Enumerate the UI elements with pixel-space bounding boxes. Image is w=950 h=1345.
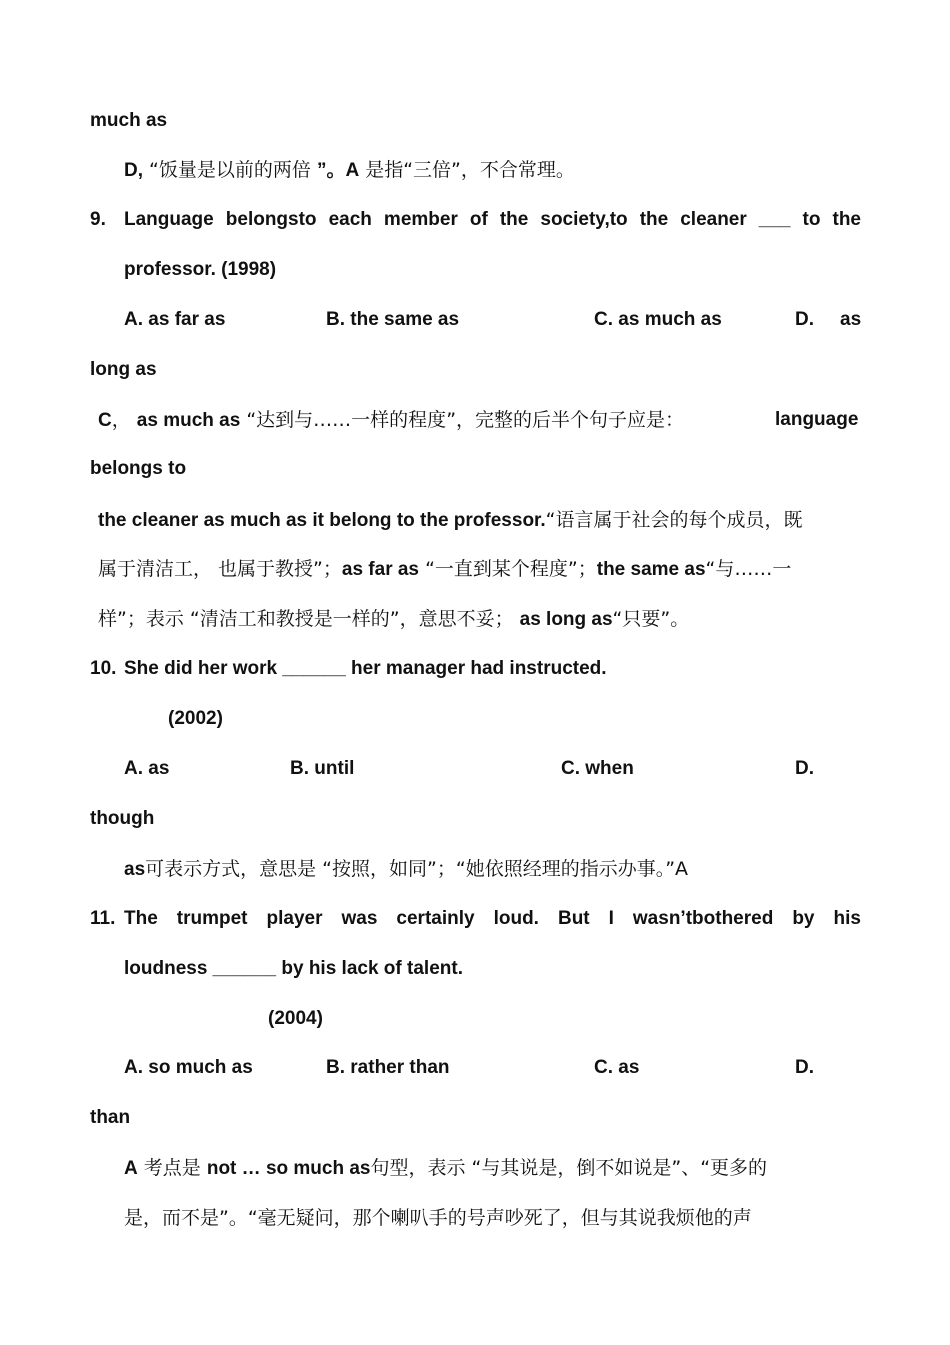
- question-stem: [124, 907, 861, 931]
- option-c: C. when: [561, 758, 634, 779]
- stem-word: his: [833, 908, 861, 929]
- question-stem: [124, 208, 861, 232]
- explanation-text: 句型，表示 “与其说是，倒不如说是”、“更多的: [370, 1157, 768, 1179]
- explanation-text: “与……一: [705, 558, 792, 580]
- explanation-text: as long as: [519, 609, 613, 630]
- stem-word: was: [341, 908, 378, 929]
- question-stem-continuation: loudness ______ by his lack of talent.: [124, 958, 463, 979]
- explanation-text: “语言属于社会的每个成员，既: [545, 509, 803, 531]
- stem-word: trumpet: [176, 908, 248, 929]
- option-b: B. rather than: [326, 1057, 450, 1078]
- stem-word: The: [124, 908, 158, 929]
- stem-word: ___: [758, 209, 791, 230]
- stem-word: player: [266, 908, 323, 929]
- explanation-text: 是，而不是”。“毫无疑问，那个喇叭手的号声吵死了，但与其说我烦他的声: [124, 1207, 752, 1229]
- explanation-text: as far as: [341, 559, 420, 580]
- stem-word: society,to: [540, 209, 628, 230]
- answer-letter: A: [124, 1158, 138, 1179]
- stem-word: the: [499, 209, 529, 230]
- stem-word: Language: [124, 209, 214, 230]
- answer-letter: C: [98, 410, 112, 431]
- question-number: 11.: [90, 908, 116, 929]
- question-number: 9.: [90, 209, 106, 230]
- option-d-text: as: [840, 309, 862, 330]
- explanation-text: “达到与……一样的程度”，完整的后半个句子应是：: [246, 409, 685, 431]
- q8-option-d-continuation: much as: [90, 110, 168, 131]
- stem-word: by: [792, 908, 815, 929]
- stem-word: cleaner: [680, 209, 747, 230]
- explanation-line: [98, 508, 803, 533]
- stem-word: wasn’tbothered: [632, 908, 774, 929]
- explanation-text: as: [124, 859, 146, 880]
- option-d-label: D.: [795, 758, 814, 779]
- explanation-line: [124, 1206, 752, 1230]
- question-year: (2002): [168, 708, 223, 729]
- explanation-text: language: [775, 409, 859, 430]
- stem-word: But: [557, 908, 590, 929]
- explanation-line: [98, 557, 791, 582]
- option-b: B. until: [290, 758, 355, 779]
- explanation-text: as much as: [136, 410, 241, 431]
- option-d-label: D.: [795, 309, 814, 330]
- stem-word: I: [608, 908, 614, 929]
- option-d-continuation: though: [90, 808, 155, 829]
- explanation-text: not … so much as: [206, 1158, 371, 1179]
- question-year: (2004): [268, 1008, 323, 1029]
- explanation-text: 考点是: [143, 1157, 201, 1179]
- option-a: A. so much as: [124, 1057, 253, 1078]
- explanation-line: belongs to: [90, 458, 187, 479]
- question-stem: She did her work ______ her manager had instructed.: [124, 658, 607, 679]
- stem-word: member: [383, 209, 458, 230]
- option-c: C. as much as: [594, 309, 722, 330]
- explanation-text: 可表示方式，意思是 “按照，如同”；“她依照经理的指示办事。”A: [145, 858, 689, 880]
- stem-word: each: [328, 209, 372, 230]
- question-stem-continuation: professor. (1998): [124, 259, 277, 280]
- option-c: C. as: [594, 1057, 640, 1078]
- question-number: 10.: [90, 658, 117, 679]
- option-d-continuation: than: [90, 1107, 131, 1128]
- answer-letter: D,: [124, 160, 143, 181]
- option-b: B. the same as: [326, 309, 460, 330]
- option-a: A. as: [124, 758, 170, 779]
- explanation-text: “只要”。: [612, 608, 690, 630]
- option-d-continuation: long as: [90, 359, 157, 380]
- stem-word: the: [639, 209, 669, 230]
- option-d-label: D.: [795, 1057, 814, 1078]
- explanation-line: [124, 857, 688, 882]
- explanation-line: [124, 1156, 767, 1181]
- option-a: A. as far as: [124, 309, 226, 330]
- explanation-line: [98, 607, 689, 632]
- explanation-text: 样”；表示 “清洁工和教授是一样的”，意思不妥；: [98, 608, 514, 630]
- stem-word: belongsto: [225, 209, 317, 230]
- explanation-text: “一直到某个程度”；: [425, 558, 597, 580]
- explanation-text: 属于清洁工， 也属于教授”；: [98, 558, 342, 580]
- stem-word: to: [802, 209, 821, 230]
- stem-word: certainly: [396, 908, 475, 929]
- q8-explanation: [124, 158, 575, 183]
- explanation-text: ，: [111, 409, 131, 431]
- stem-word: loud.: [493, 908, 539, 929]
- stem-word: the: [832, 209, 861, 230]
- explanation-text: the same as: [596, 559, 706, 580]
- explanation-text: ”。A: [316, 160, 360, 181]
- explanation-text: “饭量是以前的两倍: [149, 159, 311, 181]
- stem-word: of: [469, 209, 488, 230]
- explanation-line: [98, 408, 684, 433]
- explanation-text: the cleaner as much as it belong to the professor.: [98, 510, 546, 531]
- explanation-text: 是指“三倍”，不合常理。: [365, 159, 575, 181]
